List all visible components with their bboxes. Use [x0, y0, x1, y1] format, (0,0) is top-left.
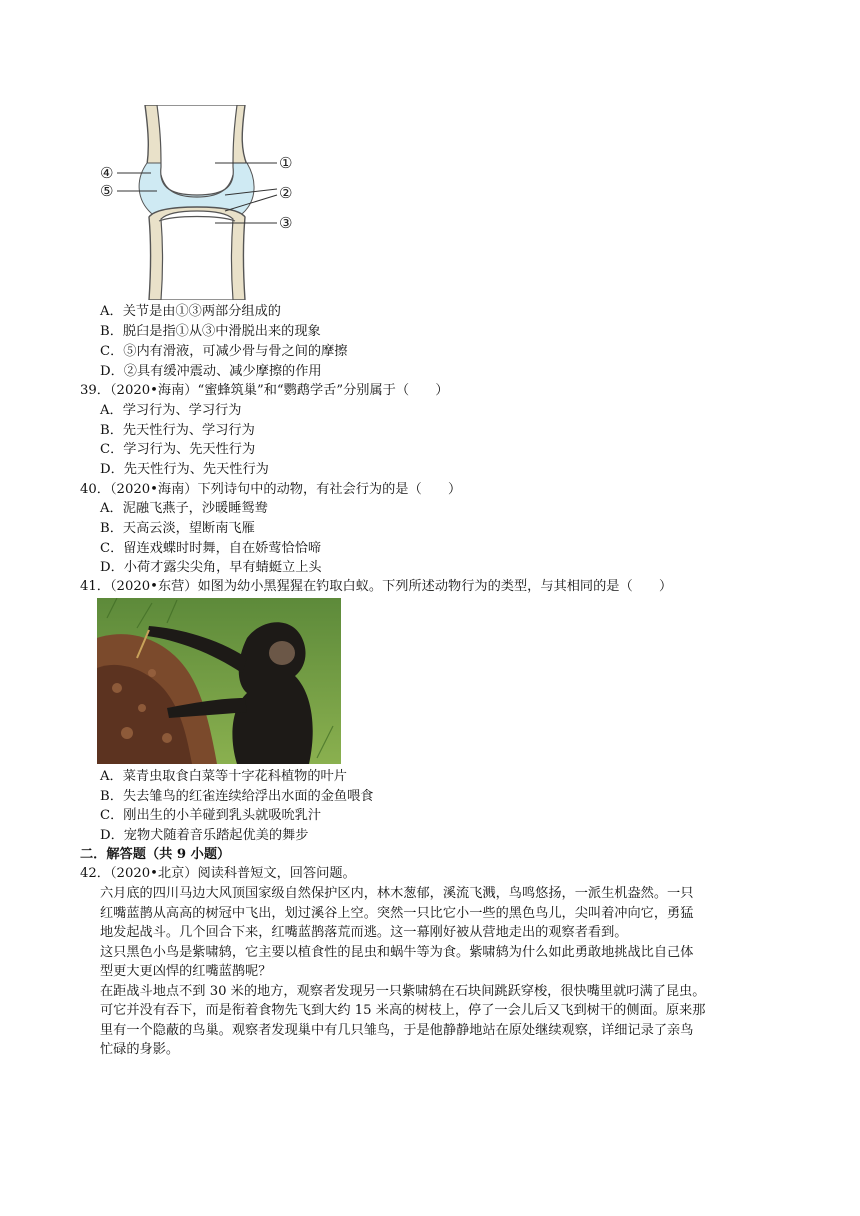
- q41-stem: 41．（2020•东营）如图为幼小黑猩猩在钓取白蚁。下列所述动物行为的类型，与其相同的是（ ）: [80, 579, 673, 594]
- q40-stem: 40．（2020•海南）下列诗句中的动物，有社会行为的是（ ）: [80, 482, 462, 497]
- label-2: ②: [279, 184, 293, 202]
- chimpanzee-photo: [97, 598, 341, 764]
- q42-para-line: 这只黑色小鸟是紫啸鸫，它主要以植食性的昆虫和蜗牛等为食。紫啸鸫为什么如此勇敢地挑战比自己体: [100, 945, 694, 960]
- label-5: ⑤: [100, 182, 114, 200]
- upper-bone-inner: [157, 105, 237, 195]
- label-1: ①: [279, 154, 293, 172]
- q40-option-c: C．留连戏蝶时时舞，自在娇莺恰恰啼: [100, 541, 322, 556]
- q38-option-c: C．⑤内有滑液，可减少骨与骨之间的摩擦: [100, 344, 348, 359]
- q42-para-line: 型更大更凶悍的红嘴蓝鹊呢？: [100, 964, 272, 979]
- q42-para-line: 地发起战斗。几个回合下来，红嘴蓝鹊落荒而逃。这一幕刚好被从营地走出的观察者看到。: [100, 925, 628, 940]
- label-3: ③: [279, 214, 293, 232]
- q39-option-b: B．先天性行为、学习行为: [100, 423, 255, 438]
- q38-option-d: D．②具有缓冲震动、减少摩擦的作用: [100, 364, 322, 379]
- q40-option-d: D．小荷才露尖尖角，早有蜻蜓立上头: [100, 560, 322, 575]
- joint-diagram: [95, 105, 305, 300]
- q41-option-a: A．菜青虫取食白菜等十字花科植物的叶片: [100, 769, 347, 784]
- q42-para-line: 六月底的四川马边大风顶国家级自然保护区内，林木葱郁，溪流飞溅，鸟鸣悠扬，一派生机盎然。一只: [100, 886, 694, 901]
- q42-stem: 42．（2020•北京）阅读科普短文，回答问题。: [80, 866, 356, 881]
- q41-option-d: D．宠物犬随着音乐踏起优美的舞步: [100, 828, 309, 843]
- q39-stem: 39．（2020•海南）“蜜蜂筑巢”和“鹦鹉学舌”分别属于（ ）: [80, 383, 449, 398]
- q42-para-line: 里有一个隐蔽的鸟巢。观察者发现巢中有几只雏鸟，于是他静静地站在原处继续观察，详细记录了亲鸟: [100, 1023, 694, 1038]
- q39-option-a: A．学习行为、学习行为: [100, 403, 242, 418]
- q39-option-d: D．先天性行为、先天性行为: [100, 462, 269, 477]
- q39-option-c: C．学习行为、先天性行为: [100, 442, 256, 457]
- q40-option-a: A．泥融飞燕子，沙暖睡鸳鸯: [100, 501, 268, 516]
- q38-option-a: A．关节是由①③两部分组成的: [100, 304, 281, 319]
- label-4: ④: [100, 164, 114, 182]
- q42-para-line: 可它并没有吞下，而是衔着食物先飞到大约 15 米高的树枝上，停了一会儿后又飞到树干的侧面。原来那: [100, 1003, 706, 1018]
- q38-option-b: B．脱臼是指①从③中滑脱出来的现象: [100, 324, 321, 339]
- lower-bone-inner: [161, 211, 233, 300]
- q42-para-line: 红嘴蓝鹊从高高的树冠中飞出，划过溪谷上空。突然一只比它小一些的黑色鸟儿，尖叫着冲向它，勇猛: [100, 906, 694, 921]
- q42-para-line: 在距战斗地点不到 30 米的地方，观察者发现另一只紫啸鸫在石块间跳跃穿梭，很快嘴里就叼满了昆虫。: [100, 984, 706, 999]
- q41-option-b: B．失去雏鸟的红雀连续给浮出水面的金鱼喂食: [100, 789, 374, 804]
- q40-option-b: B．天高云淡，望断南飞雁: [100, 521, 255, 536]
- q41-option-c: C．刚出生的小羊碰到乳头就吸吮乳汁: [100, 808, 322, 823]
- section-heading: 二．解答题（共 9 小题）: [80, 847, 231, 862]
- q42-para-line: 忙碌的身影。: [100, 1042, 180, 1057]
